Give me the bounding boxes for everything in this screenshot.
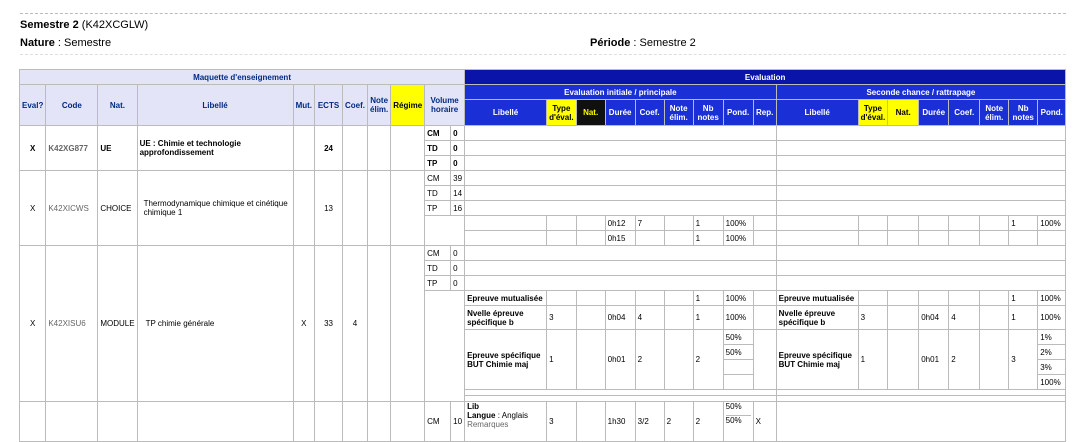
sec-col-type: Type d'éval. [858, 100, 888, 126]
ue-hour-value: 0 [451, 156, 465, 171]
semester-title [20, 19, 148, 31]
nature-value: Semestre [64, 37, 112, 49]
ue-regime [391, 126, 425, 171]
last-pond-cell [723, 402, 753, 442]
choice-ev1-coef: 7 [635, 216, 664, 231]
seconde-chance-header: Seconde chance / rattrapage [776, 85, 1066, 100]
module-e3-lib: Epreuve spécifique BUT Chimie maj [465, 330, 547, 390]
module-libelle: TP chimie générale [137, 246, 293, 402]
module-e2-s-duree: 0h04 [919, 306, 949, 330]
module-e2-type: 3 [547, 306, 577, 330]
ue-hour-type: TD [425, 141, 451, 156]
module-e2-s-coef: 4 [949, 306, 980, 330]
module-e3-nb: 2 [693, 330, 723, 390]
module-e3-s-nb: 3 [1009, 330, 1038, 390]
module-e3-s-pond: 2% [1038, 345, 1066, 360]
last-pond: 50% [725, 402, 742, 411]
init-col-nat: Nat. [576, 100, 605, 126]
module-e1-s-lib: Epreuve mutualisée [776, 291, 858, 306]
module-e1-nb: 1 [693, 291, 723, 306]
col-regime: Régime [391, 85, 425, 126]
choice-hour-type: TP [425, 201, 451, 216]
last-nb: 2 [693, 402, 723, 442]
module-e3-s-pond: 3% [1038, 360, 1066, 375]
choice-code: K42XICWS [46, 171, 98, 246]
ue-nat: UE [98, 126, 137, 171]
sec-col-coef: Coef. [949, 100, 980, 126]
col-code: Code [46, 85, 98, 126]
evaluation-header: Evaluation [465, 70, 1066, 85]
init-col-nb-notes: Nb notes [693, 100, 723, 126]
module-e1-pond: 100% [723, 291, 753, 306]
choice-hour-type: TD [425, 186, 451, 201]
sec-col-duree: Durée [919, 100, 949, 126]
module-hour-type: CM [425, 246, 451, 261]
module-code: K42XISU6 [46, 246, 98, 402]
ue-code: K42XG877 [46, 126, 98, 171]
module-e2-s-type: 3 [858, 306, 888, 330]
init-col-type: Type d'éval. [547, 100, 577, 126]
module-e3-s-pond: 1% [1038, 330, 1066, 345]
init-col-rep: Rep. [753, 100, 776, 126]
module-e2-pond: 100% [723, 306, 753, 330]
module-hour-type: TP [425, 276, 451, 291]
table-row [20, 402, 1066, 442]
module-hour-value: 0 [451, 261, 465, 276]
col-coef: Coef. [343, 85, 368, 126]
module-e3-s-lib: Epreuve spécifique BUT Chimie maj [776, 330, 858, 390]
col-eval: Eval? [20, 85, 46, 126]
col-mut: Mut. [293, 85, 314, 126]
module-e3-duree: 0h01 [605, 330, 635, 390]
ue-note [368, 126, 391, 171]
course-grid [19, 69, 1066, 442]
top-dashed-separator [20, 13, 1066, 14]
choice-libelle: Thermodynamique chimique et cinétique chimique 1 [137, 171, 293, 246]
module-eval: X [20, 246, 46, 402]
last-type: 3 [547, 402, 577, 442]
semester-label: Semestre 2 [20, 19, 79, 31]
module-e3-pond: 50% [723, 330, 753, 345]
sec-col-note-elim: Note élim. [980, 100, 1009, 126]
init-col-duree: Durée [605, 100, 635, 126]
module-coef: 4 [343, 246, 368, 402]
col-volume-horaire: Volume horaire [425, 85, 465, 126]
semester-code: (K42XCGLW) [81, 19, 149, 31]
init-col-note-elim: Note élim. [664, 100, 693, 126]
choice-hour-value: 39 [451, 171, 465, 186]
module-hour-type: TD [425, 261, 451, 276]
sec-col-nat: Nat. [888, 100, 919, 126]
choice-ev1-s-pond: 100% [1038, 216, 1066, 231]
module-mut: X [293, 246, 314, 402]
choice-ev2-duree: 0h15 [605, 231, 635, 246]
table-row [20, 126, 1066, 141]
module-e3-s-pond: 100% [1038, 375, 1066, 390]
last-coef: 3/2 [635, 402, 664, 442]
last-note: 2 [664, 402, 693, 442]
module-e2-duree: 0h04 [605, 306, 635, 330]
table-row [20, 246, 1066, 261]
module-e2-s-pond: 100% [1038, 306, 1066, 330]
ue-eval: X [20, 126, 46, 171]
init-col-pond: Pond. [723, 100, 753, 126]
module-e2-coef: 4 [635, 306, 664, 330]
ue-hour-type: TP [425, 156, 451, 171]
module-e1-s-nb: 1 [1009, 291, 1038, 306]
ue-hour-value: 0 [451, 126, 465, 141]
ue-hour-type: CM [425, 126, 451, 141]
period-label: Période [590, 37, 631, 49]
meta-dashed-separator [20, 54, 1066, 55]
module-e3-s-duree: 0h01 [919, 330, 949, 390]
module-e3-type: 1 [547, 330, 577, 390]
last-rep: X [753, 402, 776, 442]
maquette-header: Maquette d'enseignement [20, 70, 465, 85]
last-duree: 1h30 [605, 402, 635, 442]
module-e2-lib: Nvelle épreuve spécifique b [465, 306, 547, 330]
module-e2-s-lib: Nvelle épreuve spécifique b [776, 306, 858, 330]
ue-libelle: UE : Chimie et technologie approfondissement [137, 126, 293, 171]
col-ects: ECTS [315, 85, 343, 126]
table-row [20, 171, 1066, 186]
last-hour-type: CM [425, 402, 451, 442]
col-libelle: Libellé [137, 85, 293, 126]
module-e2-s-nb: 1 [1009, 306, 1038, 330]
ue-coef [343, 126, 368, 171]
module-e2-nb: 1 [693, 306, 723, 330]
period-field: Période : Semestre 2 [590, 37, 696, 49]
sec-col-nb-notes: Nb notes [1009, 100, 1038, 126]
last-lib: Lib [467, 402, 480, 411]
choice-eval: X [20, 171, 46, 246]
init-col-coef: Coef. [635, 100, 664, 126]
last-pond: 50% [726, 415, 751, 425]
module-e1-lib: Epreuve mutualisée [465, 291, 547, 306]
init-col-libelle: Libellé [465, 100, 547, 126]
module-e3-coef: 2 [635, 330, 664, 390]
ue-hour-value: 0 [451, 141, 465, 156]
last-langue-value: Anglais [501, 411, 528, 420]
last-lib-cell: Lib Langue : Anglais Remarques [465, 402, 547, 442]
choice-hour-type: CM [425, 171, 451, 186]
choice-ev2-pond: 100% [723, 231, 753, 246]
choice-ects: 13 [315, 171, 343, 246]
choice-ev2-nb: 1 [693, 231, 723, 246]
module-e3-pond: 50% [723, 345, 753, 360]
last-hour-value: 10 [451, 402, 465, 442]
period-value: Semestre 2 [639, 37, 696, 49]
nature-label: Nature [20, 37, 55, 49]
sec-col-pond: Pond. [1038, 100, 1066, 126]
module-e3-s-type: 1 [858, 330, 888, 390]
module-e1-s-pond: 100% [1038, 291, 1066, 306]
module-e3-s-coef: 2 [949, 330, 980, 390]
module-hour-value: 0 [451, 246, 465, 261]
choice-hour-value: 14 [451, 186, 465, 201]
choice-ev1-duree: 0h12 [605, 216, 635, 231]
module-hour-value: 0 [451, 276, 465, 291]
choice-nat: CHOICE [98, 171, 137, 246]
ue-mut [293, 126, 314, 171]
module-nat: MODULE [98, 246, 137, 402]
module-ects: 33 [315, 246, 343, 402]
col-note-elim: Note élim. [368, 85, 391, 126]
sec-col-libelle: Libellé [776, 100, 858, 126]
col-nat: Nat. [98, 85, 137, 126]
last-remarques: Remarques [467, 420, 509, 429]
nature-field: Nature : Semestre [20, 37, 112, 49]
last-langue-label: Langue [467, 411, 496, 420]
choice-ev1-s-nb: 1 [1009, 216, 1038, 231]
choice-hour-value: 16 [451, 201, 465, 216]
eval-initiale-header: Evaluation initiale / principale [465, 85, 777, 100]
choice-ev1-nb: 1 [693, 216, 723, 231]
choice-ev1-pond: 100% [723, 216, 753, 231]
ue-ects: 24 [315, 126, 343, 171]
